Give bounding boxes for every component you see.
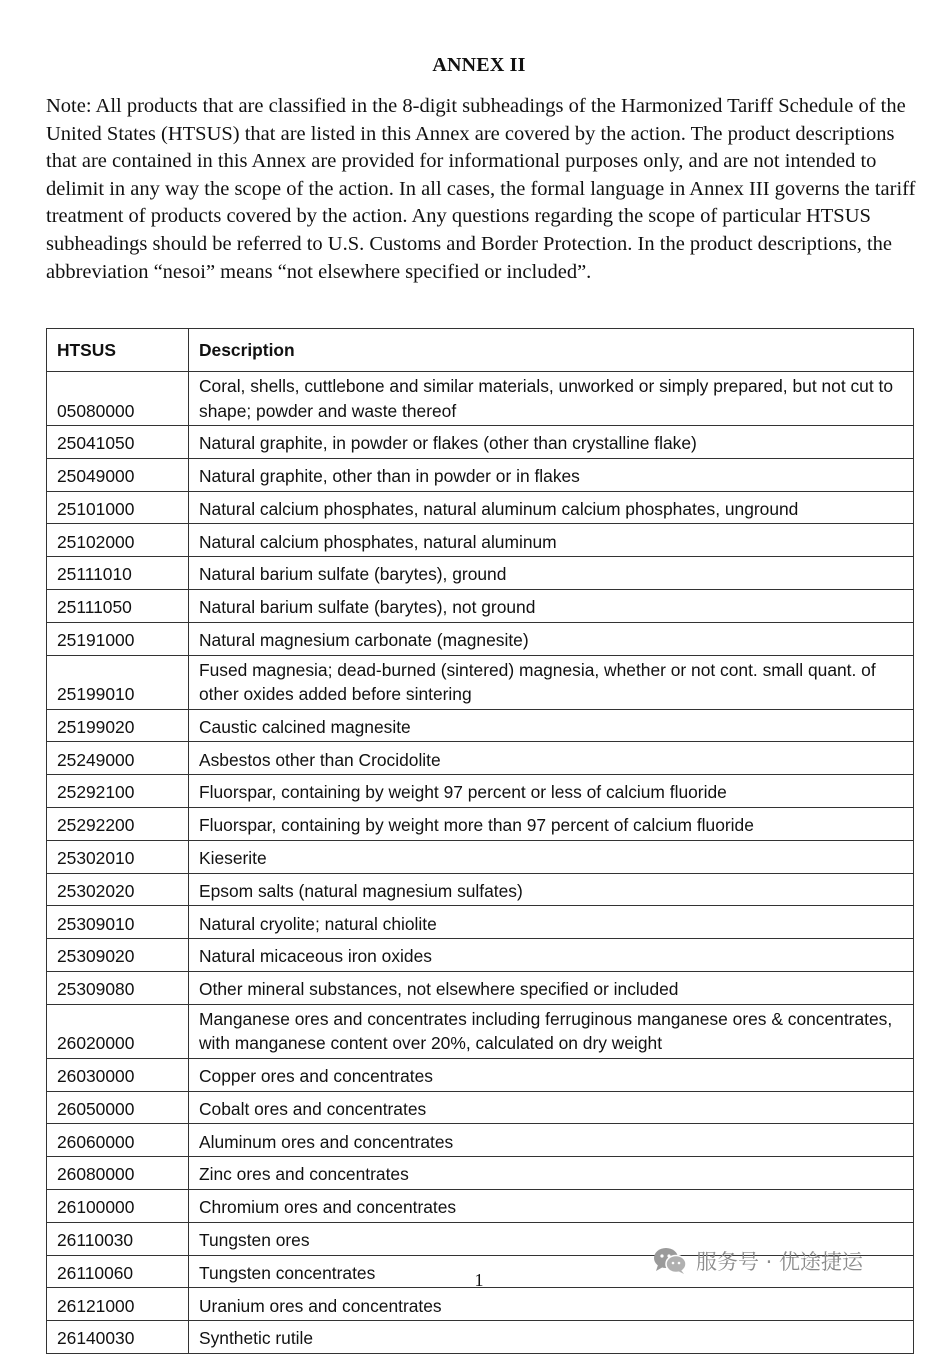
description-cell: Coral, shells, cuttlebone and similar materials, unworked or simply prepared, but not cut to shape; powder and waste thereof <box>189 372 914 426</box>
htsus-code-cell: 25049000 <box>47 458 189 491</box>
watermark <box>652 1246 863 1276</box>
description-cell: Caustic calcined magnesite <box>189 709 914 742</box>
description-cell: Natural graphite, other than in powder or in flakes <box>189 458 914 491</box>
table-row <box>47 1189 914 1222</box>
htsus-code-cell: 26050000 <box>47 1091 189 1124</box>
htsus-code-cell: 26110060 <box>47 1255 189 1288</box>
table-header-row <box>47 329 914 372</box>
htsus-code-cell: 25309080 <box>47 971 189 1004</box>
table-row <box>47 589 914 622</box>
description-cell: Natural calcium phosphates, natural aluminum calcium phosphates, unground <box>189 491 914 524</box>
wechat-icon <box>652 1246 688 1276</box>
table-row <box>47 709 914 742</box>
description-cell: Natural calcium phosphates, natural aluminum <box>189 524 914 557</box>
description-cell: Tungsten ores <box>189 1222 914 1255</box>
htsus-code-cell: 25191000 <box>47 622 189 655</box>
description-cell: Natural graphite, in powder or flakes (other than crystalline flake) <box>189 426 914 459</box>
table-row <box>47 939 914 972</box>
description-cell: Natural magnesium carbonate (magnesite) <box>189 622 914 655</box>
htsus-code-cell: 25102000 <box>47 524 189 557</box>
htsus-code-cell: 25041050 <box>47 426 189 459</box>
description-cell: Zinc ores and concentrates <box>189 1157 914 1190</box>
description-cell: Kieserite <box>189 840 914 873</box>
table-row <box>47 906 914 939</box>
description-cell: Fused magnesia; dead-burned (sintered) magnesia, whether or not cont. small quant. of other oxides added before sintering <box>189 655 914 709</box>
table-row <box>47 622 914 655</box>
table-row <box>47 1124 914 1157</box>
header-description: Description <box>189 329 914 372</box>
htsus-code-cell: 05080000 <box>47 372 189 426</box>
description-cell: Natural cryolite; natural chiolite <box>189 906 914 939</box>
htsus-code-cell: 25309020 <box>47 939 189 972</box>
htsus-code-cell: 25292100 <box>47 775 189 808</box>
table-row <box>47 807 914 840</box>
description-cell: Tungsten concentrates <box>189 1255 914 1288</box>
annex-note: Note: All products that are classified in the 8-digit subheadings of the Harmonized Tariff Schedule of the United States (HTSUS) that are listed in this Annex are covered by the action. The product descriptions that are contained in this Annex are provided for informational purposes only, and are not intended to delimit in any way the scope of the action. In all cases, the formal language in Annex III governs the tariff treatment of products covered by the action. Any questions regarding the scope of particular HTSUS subheadings should be referred to U.S. Customs and Border Protection. In the product descriptions, the abbreviation “nesoi” means “not elsewhere specified or included”. <box>46 95 916 283</box>
header-htsus: HTSUS <box>47 329 189 372</box>
htsus-code-cell: 25111050 <box>47 589 189 622</box>
htsus-code-cell: 25199010 <box>47 655 189 709</box>
htsus-code-cell: 25302010 <box>47 840 189 873</box>
description-cell: Natural micaceous iron oxides <box>189 939 914 972</box>
htsus-code-cell: 26121000 <box>47 1288 189 1321</box>
table-row <box>47 1058 914 1091</box>
description-cell: Epsom salts (natural magnesium sulfates) <box>189 873 914 906</box>
table-row <box>47 1288 914 1321</box>
table-row <box>47 1091 914 1124</box>
description-cell: Fluorspar, containing by weight more than 97 percent of calcium fluoride <box>189 807 914 840</box>
htsus-code-cell: 26030000 <box>47 1058 189 1091</box>
page-number: 1 <box>474 1270 484 1290</box>
description-cell: Chromium ores and concentrates <box>189 1189 914 1222</box>
annex-title: ANNEX II <box>432 54 526 76</box>
description-cell: Cobalt ores and concentrates <box>189 1091 914 1124</box>
description-cell: Copper ores and concentrates <box>189 1058 914 1091</box>
table-row <box>47 1157 914 1190</box>
htsus-code-cell: 26020000 <box>47 1004 189 1058</box>
htsus-code-cell: 25302020 <box>47 873 189 906</box>
description-cell: Manganese ores and concentrates including ferruginous manganese ores & concentrates, with manganese content over 20%, calculated on dry weight <box>189 1004 914 1058</box>
table-row <box>47 971 914 1004</box>
description-cell: Asbestos other than Crocidolite <box>189 742 914 775</box>
table-row <box>47 655 914 709</box>
htsus-code-cell: 25292200 <box>47 807 189 840</box>
table-row <box>47 458 914 491</box>
htsus-code-cell: 25111010 <box>47 557 189 590</box>
description-cell: Synthetic rutile <box>189 1321 914 1354</box>
htsus-code-cell: 25199020 <box>47 709 189 742</box>
description-cell: Natural barium sulfate (barytes), ground <box>189 557 914 590</box>
htsus-table <box>46 328 914 1354</box>
htsus-code-cell: 25309010 <box>47 906 189 939</box>
htsus-code-cell: 25101000 <box>47 491 189 524</box>
table-row <box>47 557 914 590</box>
description-cell: Fluorspar, containing by weight 97 percent or less of calcium fluoride <box>189 775 914 808</box>
table-row <box>47 524 914 557</box>
table-row <box>47 840 914 873</box>
table-row <box>47 1004 914 1058</box>
table-row <box>47 873 914 906</box>
watermark-text: 服务号 · 优途捷运 <box>696 1250 864 1274</box>
table-row <box>47 1321 914 1354</box>
htsus-code-cell: 26060000 <box>47 1124 189 1157</box>
table-row <box>47 742 914 775</box>
htsus-code-cell: 26100000 <box>47 1189 189 1222</box>
table-row <box>47 372 914 426</box>
description-cell: Natural barium sulfate (barytes), not ground <box>189 589 914 622</box>
description-cell: Other mineral substances, not elsewhere specified or included <box>189 971 914 1004</box>
htsus-code-cell: 26080000 <box>47 1157 189 1190</box>
table-body <box>47 372 914 1354</box>
description-cell: Aluminum ores and concentrates <box>189 1124 914 1157</box>
table-row <box>47 426 914 459</box>
table-row <box>47 775 914 808</box>
htsus-code-cell: 26110030 <box>47 1222 189 1255</box>
description-cell: Uranium ores and concentrates <box>189 1288 914 1321</box>
table-row <box>47 491 914 524</box>
htsus-code-cell: 25249000 <box>47 742 189 775</box>
htsus-code-cell: 26140030 <box>47 1321 189 1354</box>
